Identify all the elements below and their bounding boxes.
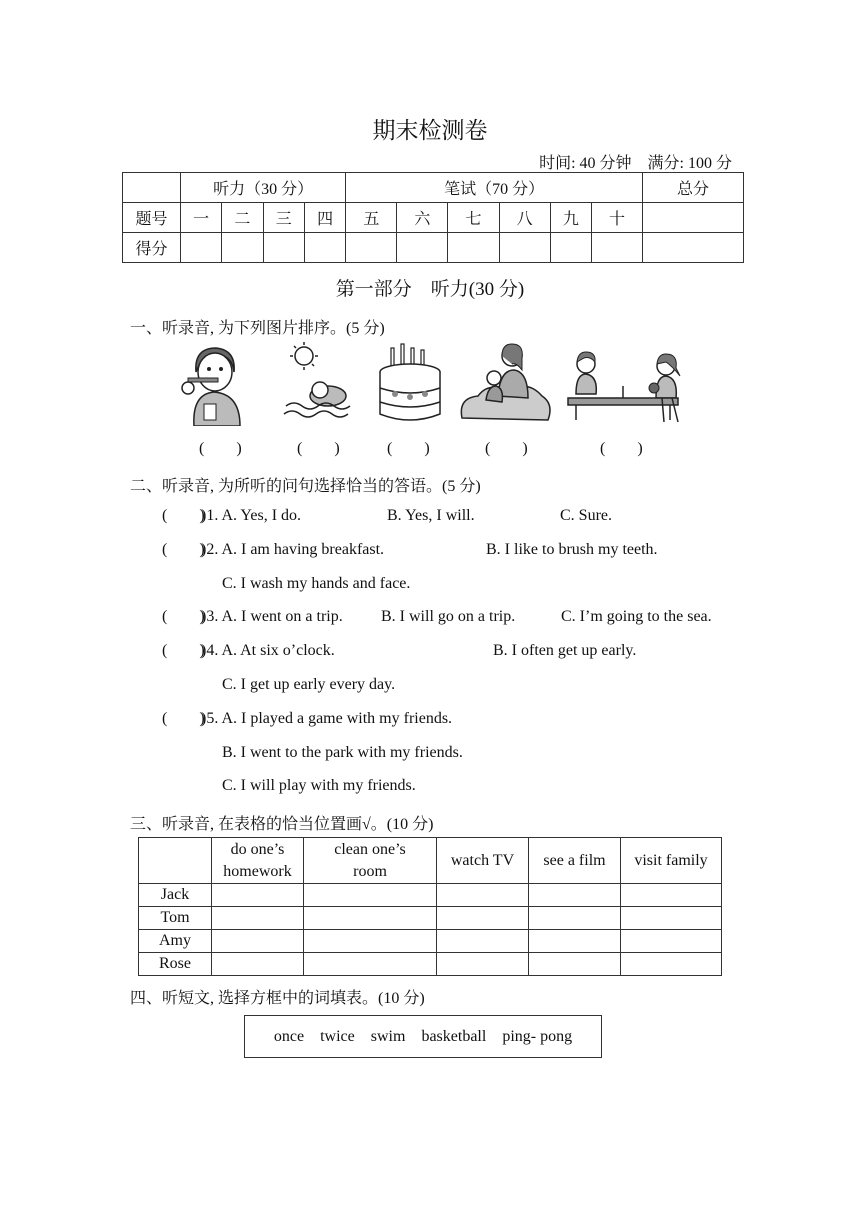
check-cell[interactable] — [437, 953, 529, 976]
column-header: visit family — [621, 838, 722, 884]
check-cell[interactable] — [212, 953, 304, 976]
q4-option-a: )4. A. At six o’clock. — [201, 642, 335, 659]
check-cell[interactable] — [437, 884, 529, 907]
check-cell[interactable] — [529, 907, 621, 930]
check-cell[interactable] — [212, 907, 304, 930]
question-number: 九 — [550, 203, 591, 233]
check-cell[interactable] — [304, 930, 437, 953]
check-cell[interactable] — [621, 884, 722, 907]
q2-option-c: C. I wash my hands and face. — [222, 575, 411, 592]
question-number: 六 — [397, 203, 448, 233]
answer-blank[interactable]: ( ) — [162, 608, 205, 625]
page-title: 期末检测卷 — [372, 118, 488, 143]
brushing-teeth-picture — [174, 342, 254, 426]
check-cell[interactable] — [304, 907, 437, 930]
check-cell[interactable] — [621, 930, 722, 953]
row-name: Tom — [139, 907, 212, 930]
time-info: 时间: 40 分钟 满分: 100 分 — [539, 155, 732, 172]
answer-blank[interactable]: ( ) — [387, 440, 430, 457]
score-table — [122, 172, 744, 263]
word-option: once — [273, 1027, 305, 1045]
total-cell — [643, 203, 744, 233]
word-option: ping- pong — [502, 1027, 573, 1045]
column-header: watch TV — [437, 838, 529, 884]
ping-pong-picture — [566, 342, 690, 426]
check-cell[interactable] — [212, 930, 304, 953]
column-header: do one’s homework — [212, 838, 304, 884]
column-header: see a film — [529, 838, 621, 884]
check-cell[interactable] — [212, 884, 304, 907]
row-name: Jack — [139, 884, 212, 907]
answer-blank[interactable]: ( ) — [297, 440, 340, 457]
word-option: twice — [320, 1027, 355, 1045]
check-cell[interactable] — [529, 953, 621, 976]
score-cell[interactable] — [304, 233, 345, 263]
score-row-label: 得分 — [123, 233, 181, 263]
row-name: Rose — [139, 953, 212, 976]
picture-row — [170, 342, 710, 428]
check-cell[interactable] — [304, 953, 437, 976]
q1-option-a: )1. A. Yes, I do. — [201, 507, 302, 524]
answer-blank[interactable]: ( ) — [485, 440, 528, 457]
question-row-label: 题号 — [123, 203, 181, 233]
question-number: 十 — [592, 203, 643, 233]
score-table-corner — [123, 173, 181, 203]
activity-table — [138, 837, 722, 976]
answer-blank[interactable]: ( ) — [162, 710, 205, 727]
section2-heading: 二、听录音, 为所听的问句选择恰当的答语。(5 分) — [130, 478, 481, 495]
q2-option-b: B. I like to brush my teeth. — [486, 541, 658, 558]
writing-header: 笔试（70 分） — [346, 173, 643, 203]
row-name: Amy — [139, 930, 212, 953]
score-cell[interactable] — [263, 233, 304, 263]
activity-table-corner — [139, 838, 212, 884]
q1-option-c: C. Sure. — [560, 507, 612, 524]
part-title: 第一部分 听力(30 分) — [335, 279, 525, 300]
q3-option-c: C. I’m going to the sea. — [561, 608, 712, 625]
q4-option-c: C. I get up early every day. — [222, 676, 396, 693]
word-option: swim — [370, 1027, 406, 1045]
q3-option-b: B. I will go on a trip. — [381, 608, 516, 625]
question-number: 一 — [180, 203, 221, 233]
question-number: 二 — [222, 203, 263, 233]
section3-heading: 三、听录音, 在表格的恰当位置画√。(10 分) — [130, 816, 434, 833]
word-option: basketball — [421, 1027, 487, 1045]
answer-blank[interactable]: ( ) — [162, 507, 205, 524]
answer-blank[interactable]: ( ) — [162, 642, 205, 659]
answer-blank[interactable]: ( ) — [162, 541, 205, 558]
question-number: 七 — [448, 203, 499, 233]
question-number: 五 — [346, 203, 397, 233]
column-header: clean one’s room — [304, 838, 437, 884]
answer-blank[interactable]: ( ) — [199, 440, 242, 457]
check-cell[interactable] — [529, 884, 621, 907]
total-header: 总分 — [643, 173, 744, 203]
answer-blank[interactable]: ( ) — [600, 440, 643, 457]
question-number: 八 — [499, 203, 550, 233]
score-cell[interactable] — [550, 233, 591, 263]
q5-option-b: B. I went to the park with my friends. — [222, 744, 463, 761]
section4-heading: 四、听短文, 选择方框中的词填表。(10 分) — [130, 990, 425, 1007]
check-cell[interactable] — [621, 953, 722, 976]
question-number: 三 — [263, 203, 304, 233]
section1-heading: 一、听录音, 为下列图片排序。(5 分) — [130, 320, 385, 337]
check-cell[interactable] — [529, 930, 621, 953]
q2-option-a: )2. A. I am having breakfast. — [201, 541, 385, 558]
q5-option-a: )5. A. I played a game with my friends. — [201, 710, 453, 727]
score-cell[interactable] — [448, 233, 499, 263]
score-cell[interactable] — [592, 233, 643, 263]
swimming-picture — [280, 342, 360, 426]
score-cell[interactable] — [643, 233, 744, 263]
q3-option-a: )3. A. I went on a trip. — [201, 608, 343, 625]
check-cell[interactable] — [437, 907, 529, 930]
check-cell[interactable] — [304, 884, 437, 907]
word-box — [244, 1015, 602, 1058]
score-cell[interactable] — [180, 233, 221, 263]
score-cell[interactable] — [397, 233, 448, 263]
score-cell[interactable] — [346, 233, 397, 263]
check-cell[interactable] — [621, 907, 722, 930]
question-number: 四 — [304, 203, 345, 233]
birthday-cake-picture — [375, 342, 445, 426]
q1-option-b: B. Yes, I will. — [387, 507, 475, 524]
q4-option-b: B. I often get up early. — [493, 642, 637, 659]
q5-option-c: C. I will play with my friends. — [222, 777, 416, 794]
check-cell[interactable] — [437, 930, 529, 953]
listening-header: 听力（30 分） — [180, 173, 345, 203]
family-picture — [458, 342, 553, 426]
score-cell[interactable] — [499, 233, 550, 263]
score-cell[interactable] — [222, 233, 263, 263]
